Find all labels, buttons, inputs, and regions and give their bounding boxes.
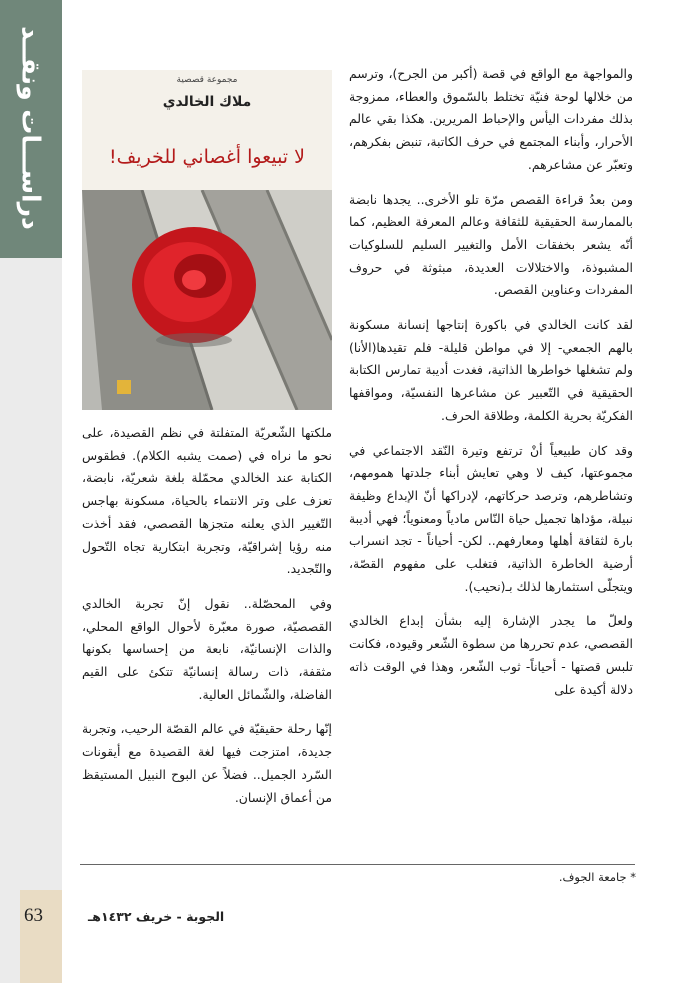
paragraph: ولعلّ ما يجدر الإشارة إليه بشأن إبداع الخالدي القصصي، عدم تحررها من سطوة الشّعر وقيوده، فكانت تلبس قصتها - أحياناً- ثوب الشّعر، وهذا في الوقت ذاته دلالة أكيدة على <box>349 613 633 697</box>
article-column-left <box>82 422 332 821</box>
cover-series-label: مجموعة قصصية <box>176 75 238 85</box>
footnote: * جامعة الجوف. <box>558 870 636 884</box>
page-number: 63 <box>24 905 43 926</box>
margin-block <box>0 258 62 983</box>
paragraph: لقد كانت الخالدي في باكورة إنتاجها إنسانة مسكونة بالهم الجمعي- إلا في مواطن قليلة- فلم تقيدها(الأنا) ولم تشغلها خواطرها الذاتية، فغدت أديبة تمارس الكتابة الحقيقية في التّعبير عن مشاعرها النفسيّة، ومواقفها الفكريّة بحرية الكلمة، وطلاقة الحرف. <box>349 317 633 423</box>
paragraph: والمواجهة مع الواقع في قصة (أكبر من الجرح)، وترسم من خلالها لوحة فنيّة تختلط بالسّموق والعطاء، ممزوجة بذلك مفردات اليأس والإحباط المريرين. هكذا بقي عالم الأحرار، وأبناء المجتمع في حرف الكاتبة، تنبض بفكرهم، وتعبّر عن مشاعرهم. <box>349 66 633 172</box>
paragraph: إنّها رحلة حقيقيّة في عالم القصّة الرحيب، وتجربة جديدة، امتزجت فيها لغة القصيدة مع أيقونات السّرد الجميل.. فضلاً عن البوح النبيل المستيقظ من أعماق الإنسان. <box>82 721 332 805</box>
section-tab <box>0 0 62 258</box>
journal-footer: الجوبة - خريف ١٤٣٢هـ <box>88 909 225 924</box>
cover-header <box>82 70 332 190</box>
article-column-right <box>349 63 633 713</box>
page-number-block <box>20 890 62 983</box>
section-title: دراســـات ونقــد <box>16 26 46 230</box>
cover-author: ملاك الخالدي <box>162 94 252 110</box>
paragraph: وقد كان طبيعياً أنْ ترتفع وتيرة النّقد الاجتماعي في مجموعتها، كيف لا وهي تعايش أبناء جلدتها همومهم، وتشاطرهم، وترصد حركاتهم، لإدراكها أنّ الإبداع وظيفة نبيلة، مؤداها تجميل حياة النّاس مادياً ومعنوياً؛ فهي أديبة بارة لثقافة أهلها ومعارفهم.. لكن- أحياناً - تجد انسراب أرضية الخاطرة الذاتية، فتغلب على مفهوم القصّة، ويتجلّى استثمارها لذلك بـ(نحيب). <box>349 442 633 594</box>
rose-on-bench-photo <box>82 190 332 410</box>
cover-title: لا تبيعوا أغصاني للخريف! <box>109 146 305 168</box>
paragraph: وفي المحصّلة.. نقول إنّ تجربة الخالدي القصصيّة، صورة معبّرة لأحوال الواقع المحلي، والذات الإنسانيّة، نابعة من إحساسها بكونها مثقفة، ذات رسالة إنسانيّة تتكئ على القيم الفاضلة، والشّمائل العالية. <box>82 595 332 702</box>
book-cover-image <box>82 70 332 410</box>
paragraph: ملكتها الشّعريّة المتفلتة في نظم القصيدة، على نحو ما نراه في (صمت يشبه الكلام). فطقوس الكتابة عند الخالدي محمّلة بلغة شعريّة، نابضة، تعزف على وتر الانتماء بالحياة، مسكونة بهاجس التّغيير الذي يعلنه متجزها القصصي، فقد أخذت منه رؤيا إشراقيّة، وتجربة ابتكارية تجاه التّحول والتّجديد. <box>82 425 332 577</box>
paragraph: ومن بعدُ قراءة القصص مرّة تلو الأخرى.. يجدها نابضة بالممارسة الحقيقية للثقافة وعالم المعرفة العظيم، كما أنّه يشعر بخفقات الأمل والتغيير السليم للسلوكيات المشبوذة، والاختلالات العديدة، مبثوثة في حروف المفردات وعناوين القصص. <box>349 191 633 298</box>
footnote-divider <box>80 864 635 865</box>
